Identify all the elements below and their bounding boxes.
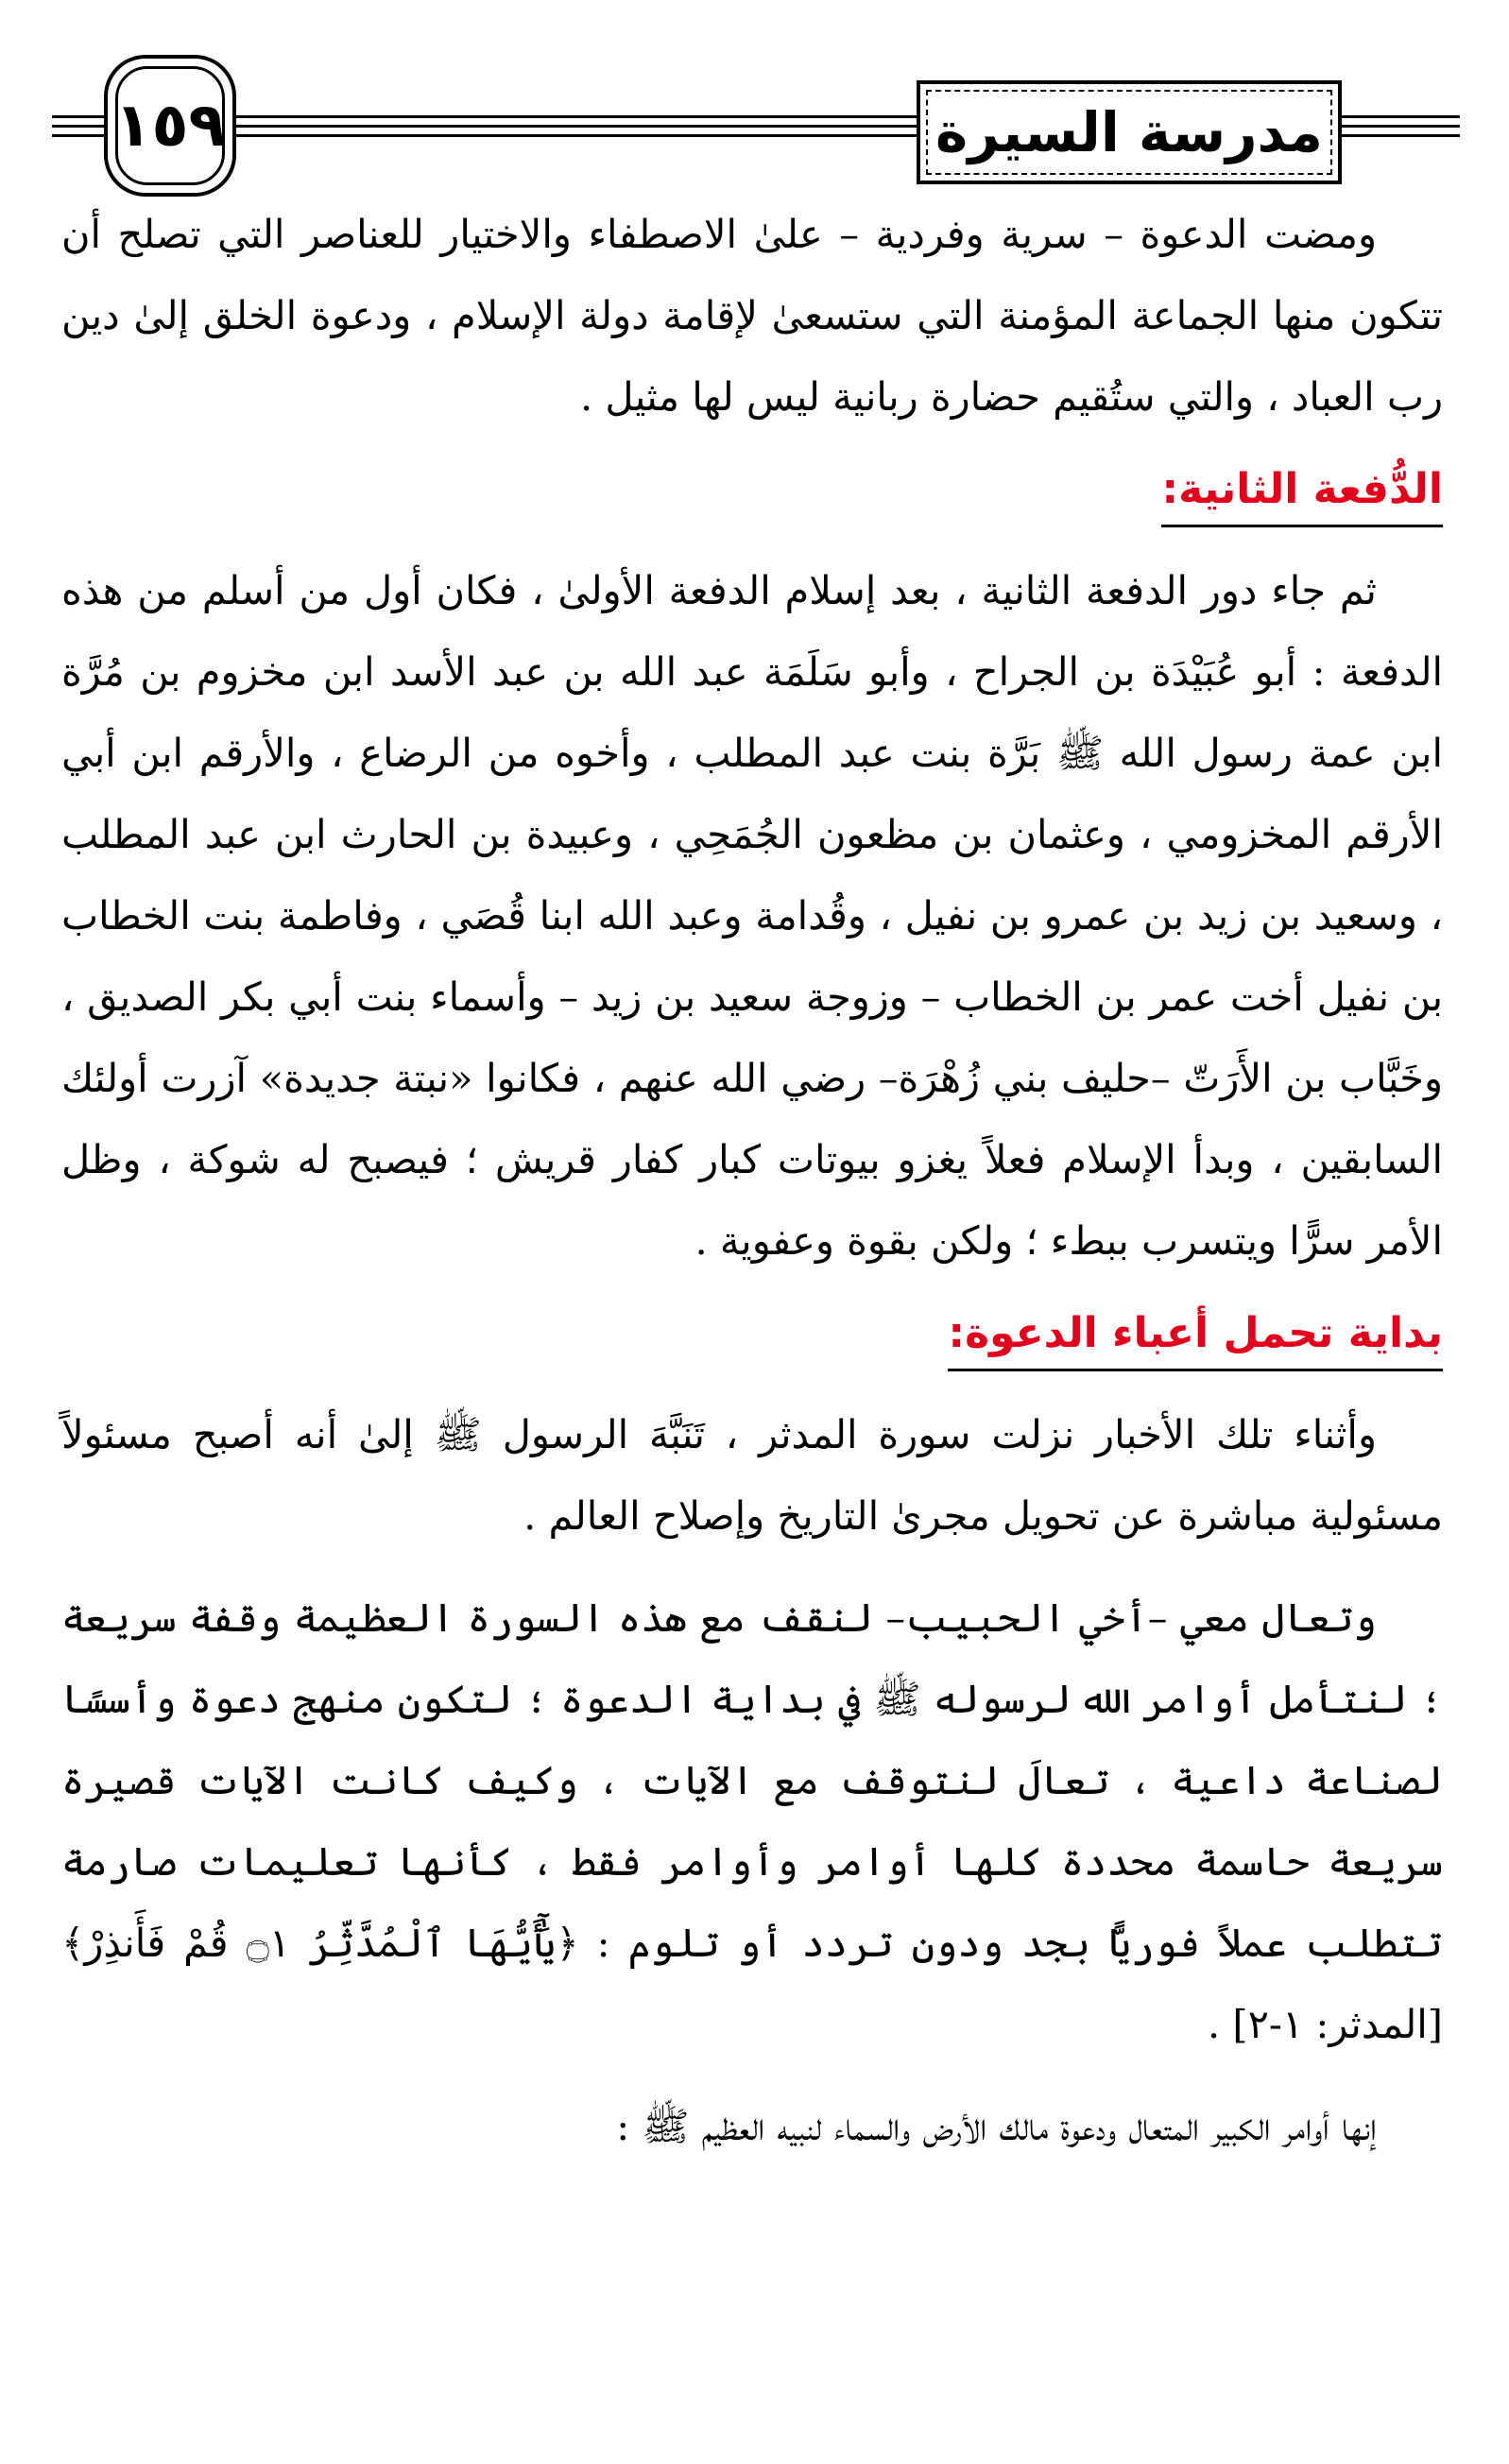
paragraph-gap — [61, 2065, 1443, 2086]
book-title: مدرسة السيرة — [935, 100, 1323, 164]
page-header — [52, 38, 1460, 180]
page-body — [61, 194, 1443, 2167]
page-number-frame — [104, 55, 236, 197]
section-heading-bearing-burdens: بداية تحمل أعباء الدعوة: — [948, 1301, 1443, 1371]
header-rule-left — [52, 125, 109, 128]
paragraph-second-batch: ثم جاء دور الدفعة الثانية ، بعد إسلام الدفعة الأولىٰ ، فكان أول من أسلم من هذه الدفعة : أبو عُبَيْدَة بن الجراح ، وأبو سَلَمَة عبد الله بن عبد الأسد ابن مخزوم بن مُرَّة ابن عمة رسول الله ﷺ بَرَّة بنت عبد المطلب ، وأخوه من الرضاع ، والأرقم ابن أبي الأرقم المخزومي ، وعثمان بن مظعون الجُمَحِي ، وعبيدة بن الحارث ابن عبد المطلب ، وسعيد بن زيد بن عمرو بن نفيل ، وقُدامة وعبد الله ابنا قُصَي ، وفاطمة بنت الخطاب بن نفيل أخت عمر بن الخطاب – وزوجة سعيد بن زيد – وأسماء بنت أبي بكر الصديق ، وخَبَّاب بن الأَرَتّ –حليف بني زُهْرَة– رضي الله عنهم ، فكانوا «نبتة جديدة» آزرت أولئك السابقين ، وبدأ الإسلام فعلاً يغزو بيوتات كبار كفار قريش ؛ فيصبح له شوكة ، وظل الأمر سرًّا ويتسرب ببطء ؛ ولكن بقوة وعفوية . — [61, 567, 1443, 1264]
paragraph-closing: إنها أوامر الكبير المتعال ودعوة مالك الأرض والسماء لنبيه العظيم ﷺ : — [616, 2103, 1377, 2149]
paragraph-gap — [61, 1557, 1443, 1577]
section-heading-wrapper — [61, 457, 1443, 527]
header-rule-left — [52, 134, 109, 137]
paragraph-reflection: وتعال معي –أخي الحبيب– لنقف مع هذه السورة العظيمة وقفة سريعة ؛ لنتأمل أوامر الله لرسوله ﷺ في بداية الدعوة ؛ لتكون منهج دعوة وأسسًا لصناعة داعية ، تعالَ لنتوقف مع الآيات ، وكيف كانت الآيات قصيرة سريعة حاسمة محددة كلها أوامر وأوامر فقط ، كأنها تعليمات صارمة تتطلب عملاً فوريًّا بجد ودون تردد أو تلوم : ﴿يَٰٓأَيُّهَا ٱلْمُدَّثِّرُ ۝١ قُمْ فَأَنذِرْ﴾ [المدثر: ١-٢] . — [61, 1594, 1443, 2047]
section-heading-second-batch: الدُّفعة الثانية: — [1161, 457, 1443, 527]
page-number: ١٥٩ — [114, 91, 226, 161]
paragraph-surat-al-muddaththir: وأثناء تلك الأخبار نزلت سورة المدثر ، تَنَبَّهَ الرسول ﷺ إلىٰ أنه أصبح مسئولاً مسئولية مباشرة عن تحويل مجرىٰ التاريخ وإصلاح العالم . — [61, 1411, 1443, 1539]
book-title-frame — [917, 80, 1342, 184]
section-heading-wrapper — [61, 1301, 1443, 1371]
paragraph-intro: ومضت الدعوة – سرية وفردية – علىٰ الاصطفاء والاختيار للعناصر التي تصلح أن تتكون منها الجماعة المؤمنة التي ستسعىٰ لإقامة دولة الإسلام ، ودعوة الخلق إلىٰ دين رب العباد ، والتي ستُقيم حضارة ربانية ليس لها مثيل . — [61, 211, 1443, 420]
header-rule-left — [52, 115, 109, 118]
